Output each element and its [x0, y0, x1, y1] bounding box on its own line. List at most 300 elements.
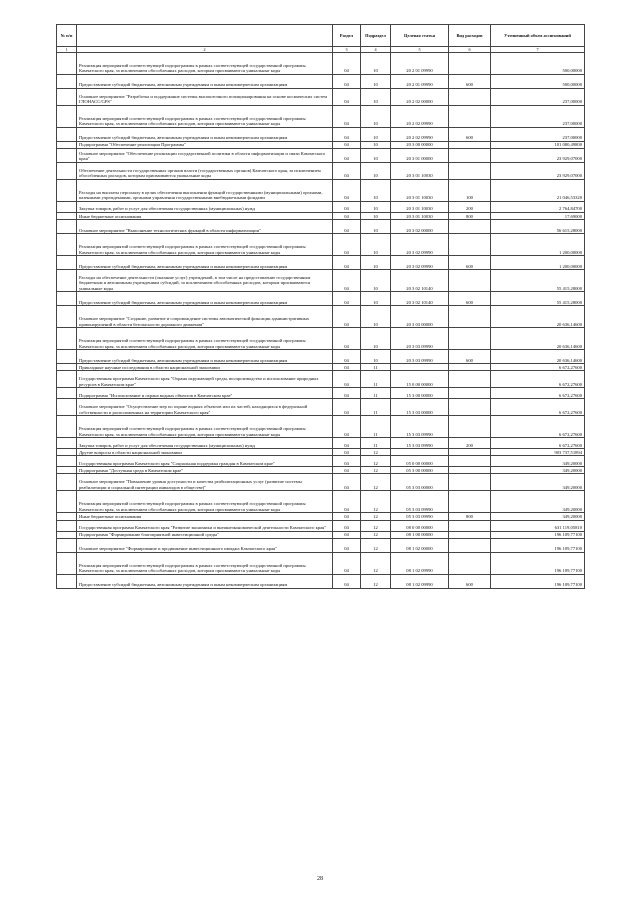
table-cell: 11	[361, 399, 391, 416]
table-cell: Государственная программа Камчатского края "Охрана окружающей среды, воспроизводство и использование природных ресурсов в Камчатском крае"	[77, 371, 333, 388]
table-cell	[449, 234, 491, 256]
table-row	[57, 350, 585, 364]
table-cell	[57, 520, 77, 531]
table-cell: 04	[333, 328, 361, 350]
table-cell: 196 109,77100	[491, 574, 585, 588]
table-cell	[57, 163, 77, 180]
table-cell	[449, 364, 491, 371]
table-cell: 20 2 02 09990	[391, 128, 449, 142]
table-cell: 04	[333, 467, 361, 474]
table-cell: Расходы на выплаты персоналу в целях обеспечения выполнения функций государственными (муниципальными) органами, казенными учреждениями, органами управления государственными внебюджетными фондами	[77, 180, 333, 202]
column-header: Вид расходов	[449, 25, 491, 47]
table-cell: 12	[361, 456, 391, 467]
table-cell: 800	[449, 513, 491, 520]
table-cell	[449, 399, 491, 416]
table-cell: 15 0 00 00000	[391, 371, 449, 388]
table-cell	[449, 371, 491, 388]
table-cell: 12	[361, 449, 391, 456]
table-cell: 10	[361, 163, 391, 180]
table-cell: 10	[361, 220, 391, 234]
table-cell	[57, 574, 77, 588]
table-cell	[57, 552, 77, 574]
table-row	[57, 256, 585, 270]
table-cell	[449, 449, 491, 456]
table-cell	[57, 75, 77, 89]
table-cell: 12	[361, 474, 391, 491]
table-cell: 04	[333, 213, 361, 220]
table-cell: 04	[333, 538, 361, 552]
column-number: 2	[77, 46, 333, 52]
table-cell: 23 929,07000	[491, 149, 585, 163]
table-row	[57, 128, 585, 142]
table-row	[57, 399, 585, 416]
table-cell: 10	[361, 180, 391, 202]
table-cell: 04	[333, 53, 361, 75]
table-cell: 04	[333, 531, 361, 538]
table-cell: 10	[361, 328, 391, 350]
table-cell: Государственная программа Камчатского края "Развитие экономики и внешнеэкономической деятельности Камчатского края"	[77, 520, 333, 531]
table-cell	[57, 142, 77, 149]
table-cell	[57, 449, 77, 456]
table-cell: 600	[449, 574, 491, 588]
table-cell	[57, 388, 77, 399]
table-cell: Государственная программа Камчатского края "Социальная поддержка граждан в Камчатском крае"	[77, 456, 333, 467]
table-row	[57, 364, 585, 371]
table-cell	[449, 416, 491, 438]
table-cell: Основное мероприятие "Разработка и поддержание системы высокоточного позиционирования на основе космических систем ГЛОНАСС/GPS"	[77, 89, 333, 106]
column-number: 6	[449, 46, 491, 52]
table-cell: 20 3 02 00000	[391, 220, 449, 234]
table-row	[57, 53, 585, 75]
table-cell	[449, 531, 491, 538]
table-cell: Предоставление субсидий бюджетным, автономным учреждениям и иным некоммерческим организациям	[77, 292, 333, 306]
table-cell: 08 1 00 00000	[391, 531, 449, 538]
table-cell: 08 1 02 00000	[391, 538, 449, 552]
table-cell	[57, 416, 77, 438]
table-cell	[57, 456, 77, 467]
table-cell: 04	[333, 89, 361, 106]
table-cell: Иные бюджетные ассигнования	[77, 213, 333, 220]
table-cell: 6 672,27600	[491, 388, 585, 399]
table-cell: 04	[333, 438, 361, 449]
table-cell: 20 636,14600	[491, 350, 585, 364]
table-cell: 20 3 01 10030	[391, 163, 449, 180]
table-cell: 12	[361, 574, 391, 588]
table-cell	[449, 328, 491, 350]
table-cell	[449, 552, 491, 574]
column-header: Уточненный объем ассигнований	[491, 25, 585, 47]
table-cell: 04	[333, 574, 361, 588]
table-cell: 349,20000	[491, 467, 585, 474]
table-cell	[449, 456, 491, 467]
table-row	[57, 328, 585, 350]
table-cell: 631 119,05810	[491, 520, 585, 531]
table-cell: 20 2 01 09990	[391, 75, 449, 89]
table-row	[57, 538, 585, 552]
table-cell: 04	[333, 520, 361, 531]
table-cell: 20 3 02 10140	[391, 270, 449, 292]
table-cell: 12	[361, 531, 391, 538]
table-body	[57, 53, 585, 589]
table-cell: Предоставление субсидий бюджетным, автономным учреждениям и иным некоммерческим организациям	[77, 574, 333, 588]
table-cell	[57, 371, 77, 388]
table-cell: 10	[361, 292, 391, 306]
table-cell: Реализация мероприятий соответствующей подпрограммы в рамках соответствующей государственной программы Камчатского края, за исключением обособленных расходов, которым присваиваются уникальные коды	[77, 106, 333, 128]
column-number: 1	[57, 46, 77, 52]
table-cell: 04	[333, 371, 361, 388]
table-cell: 10	[361, 106, 391, 128]
table-cell	[57, 220, 77, 234]
table-cell: 237,00000	[491, 89, 585, 106]
table-row	[57, 438, 585, 449]
table-cell: 04	[333, 180, 361, 202]
table-cell	[449, 149, 491, 163]
table-cell: 600	[449, 350, 491, 364]
table-row	[57, 180, 585, 202]
table-cell	[57, 53, 77, 75]
budget-table	[56, 24, 585, 589]
table-row	[57, 163, 585, 180]
table-cell: Подпрограмма "Обеспечение реализации Программы"	[77, 142, 333, 149]
table-cell: 04	[333, 399, 361, 416]
table-cell: 04	[333, 449, 361, 456]
table-cell: 55 415,28000	[491, 292, 585, 306]
table-cell	[449, 106, 491, 128]
table-row	[57, 106, 585, 128]
table-cell	[57, 513, 77, 520]
column-number: 4	[361, 46, 391, 52]
table-row	[57, 416, 585, 438]
table-cell: 04	[333, 220, 361, 234]
table-cell: 20 3 03 00000	[391, 306, 449, 328]
table-row	[57, 531, 585, 538]
table-cell: 20 2 01 09990	[391, 53, 449, 75]
table-cell: Реализация мероприятий соответствующей подпрограммы в рамках соответствующей государственной программы Камчатского края, за исключением обособленных расходов, которым присваиваются уникальные коды	[77, 328, 333, 350]
table-cell: 2 764,84700	[491, 202, 585, 213]
table-row	[57, 513, 585, 520]
column-header: № п/п	[57, 25, 77, 47]
table-cell	[57, 399, 77, 416]
table-row	[57, 292, 585, 306]
table-cell	[57, 106, 77, 128]
table-cell: 600	[449, 292, 491, 306]
table-row	[57, 456, 585, 467]
table-cell: 04	[333, 202, 361, 213]
table-cell	[391, 449, 449, 456]
table-cell	[57, 538, 77, 552]
table-cell	[449, 474, 491, 491]
table-cell	[57, 89, 77, 106]
table-cell	[57, 270, 77, 292]
table-cell: 10	[361, 213, 391, 220]
table-cell: 349,20000	[491, 474, 585, 491]
table-cell: Предоставление субсидий бюджетным, автономным учреждениям и иным некоммерческим организациям	[77, 350, 333, 364]
table-cell: 10	[361, 75, 391, 89]
table-cell: 1 200,00000	[491, 234, 585, 256]
table-cell	[57, 213, 77, 220]
table-row	[57, 202, 585, 213]
table-cell: 20 3 01 10030	[391, 213, 449, 220]
table-cell	[391, 364, 449, 371]
table-cell: 10	[361, 306, 391, 328]
table-cell: 349,20000	[491, 513, 585, 520]
table-cell: 600	[449, 128, 491, 142]
table-cell: 100	[449, 180, 491, 202]
table-cell	[449, 142, 491, 149]
table-cell: 08 1 02 09990	[391, 574, 449, 588]
table-cell: Подпрограмма "Формирование благоприятной инвестиционной среды"	[77, 531, 333, 538]
table-cell: 800	[449, 213, 491, 220]
table-cell: Другие вопросы в области национальной экономики	[77, 449, 333, 456]
table-cell: 04	[333, 350, 361, 364]
table-cell: 04	[333, 474, 361, 491]
column-header: Целевая статья	[391, 25, 449, 47]
table-cell: 11	[361, 388, 391, 399]
table-cell: 15 3 03 09990	[391, 416, 449, 438]
table-cell	[449, 220, 491, 234]
table-cell	[449, 467, 491, 474]
table-cell	[57, 256, 77, 270]
table-row	[57, 142, 585, 149]
table-cell	[57, 149, 77, 163]
table-cell: 05 3 00 00000	[391, 467, 449, 474]
table-cell: 1 200,00000	[491, 256, 585, 270]
table-cell: 20 3 02 09990	[391, 234, 449, 256]
table-cell: 6 672,27600	[491, 438, 585, 449]
table-cell: 6 672,27600	[491, 416, 585, 438]
table-cell: 04	[333, 513, 361, 520]
table-cell: Обеспечение деятельности государственных органов власти (государственных органов) Камчатского края, за исключением обособленных расходов, которым присваиваются уникальные коды	[77, 163, 333, 180]
column-header: Раздел	[333, 25, 361, 47]
table-row	[57, 491, 585, 513]
table-cell: 04	[333, 552, 361, 574]
table-cell: Основное мероприятие "Обеспечение реализации государственной политики в области информатизации и связи Камчатского края"	[77, 149, 333, 163]
table-cell: 349,20000	[491, 456, 585, 467]
table-cell: 10	[361, 53, 391, 75]
table-cell	[57, 292, 77, 306]
table-cell	[57, 202, 77, 213]
table-cell: Предоставление субсидий бюджетным, автономным учреждениям и иным некоммерческим организациям	[77, 128, 333, 142]
table-cell: Прикладные научные исследования в области национальной экономики	[77, 364, 333, 371]
table-cell: 55 415,28000	[491, 270, 585, 292]
table-cell: 20 3 02 09990	[391, 256, 449, 270]
table-cell: 196 109,77100	[491, 531, 585, 538]
table-cell: Реализация мероприятий соответствующей подпрограммы в рамках соответствующей государственной программы Камчатского края, за исключением обособленных расходов, которым присваиваются уникальные коды	[77, 416, 333, 438]
table-cell: 08 1 02 09990	[391, 552, 449, 574]
table-cell	[57, 364, 77, 371]
table-cell: 10	[361, 142, 391, 149]
table-cell: 04	[333, 256, 361, 270]
table-cell: Реализация мероприятий соответствующей подпрограммы в рамках соответствующей государственной программы Камчатского края, за исключением обособленных расходов, которым присваиваются уникальные коды	[77, 234, 333, 256]
table-cell: Закупка товаров, работ и услуг для обеспечения государственных (муниципальных) нужд	[77, 202, 333, 213]
table-cell: 12	[361, 520, 391, 531]
table-cell: 05 3 03 09990	[391, 513, 449, 520]
table-cell: 600	[449, 75, 491, 89]
table-cell: Реализация мероприятий соответствующей подпрограммы в рамках соответствующей государственной программы Камчатского края, за исключением обособленных расходов, которым присваиваются уникальные коды	[77, 552, 333, 574]
budget-document	[56, 24, 584, 589]
table-cell	[57, 306, 77, 328]
table-cell: 17,69000	[491, 213, 585, 220]
table-cell: 05 0 00 00000	[391, 456, 449, 467]
table-cell: 20 636,14600	[491, 306, 585, 328]
table-cell: 20 3 01 10030	[391, 202, 449, 213]
table-cell: 21 046,53320	[491, 180, 585, 202]
table-row	[57, 213, 585, 220]
table-cell: 23 929,07000	[491, 163, 585, 180]
table-cell: 11	[361, 364, 391, 371]
table-cell: Основное мероприятие "Создание, развитие и сопровождение системы автоматической фиксации административных правонарушений в области безопасности дорожного движения"	[77, 306, 333, 328]
table-cell	[57, 128, 77, 142]
table-cell	[449, 163, 491, 180]
table-cell: 04	[333, 106, 361, 128]
table-row	[57, 306, 585, 328]
table-cell: 237,00000	[491, 106, 585, 128]
table-row	[57, 474, 585, 491]
table-row	[57, 449, 585, 456]
table-cell: 05 3 03 00000	[391, 474, 449, 491]
table-cell: Расходы на обеспечение деятельности (оказание услуг) учреждений, в том числе на предоставление государственным бюджетным и автономным учреждениям субсидий, за исключением обособленных расходов, которым присваиваются уникальные коды	[77, 270, 333, 292]
column-header: Подраздел	[361, 25, 391, 47]
table-cell: 56 615,28000	[491, 220, 585, 234]
table-cell: 101 080,49800	[491, 142, 585, 149]
table-cell: 20 3 02 10140	[391, 292, 449, 306]
table-cell: Основное мероприятие "Выполнение технологических функций в области информатизации"	[77, 220, 333, 234]
table-cell: 04	[333, 270, 361, 292]
table-cell: 11	[361, 416, 391, 438]
table-cell: Основное мероприятие "Осуществление мер по охране водных объектов или их частей, находящихся в федеральной собственности и расположенных на территории Камчатского края"	[77, 399, 333, 416]
table-cell: Предоставление субсидий бюджетным, автономным учреждениям и иным некоммерческим организациям	[77, 75, 333, 89]
table-cell: 12	[361, 538, 391, 552]
table-cell: 04	[333, 163, 361, 180]
table-cell: 20 2 02 09990	[391, 106, 449, 128]
table-cell: 04	[333, 388, 361, 399]
table-cell: 04	[333, 128, 361, 142]
table-row	[57, 388, 585, 399]
page-number: 28	[317, 876, 323, 882]
column-header	[77, 25, 333, 47]
table-cell: 20 2 02 00000	[391, 89, 449, 106]
table-row	[57, 234, 585, 256]
table-cell: 15 3 03 00000	[391, 399, 449, 416]
table-row	[57, 220, 585, 234]
table-cell: 10	[361, 270, 391, 292]
table-row	[57, 467, 585, 474]
table-cell: 15 3 03 09990	[391, 438, 449, 449]
table-row	[57, 270, 585, 292]
table-cell: 12	[361, 491, 391, 513]
table-cell: 12	[361, 552, 391, 574]
table-cell: 196 109,77100	[491, 552, 585, 574]
table-cell: 10	[361, 350, 391, 364]
table-row	[57, 89, 585, 106]
table-cell: 10	[361, 128, 391, 142]
table-row	[57, 574, 585, 588]
table-cell	[449, 89, 491, 106]
table-cell: Подпрограмма "Использование и охрана водных объектов в Камчатском крае"	[77, 388, 333, 399]
table-cell: 6 672,27600	[491, 371, 585, 388]
table-cell: 04	[333, 416, 361, 438]
table-cell: 15 3 00 00000	[391, 388, 449, 399]
table-cell	[449, 520, 491, 531]
table-cell	[57, 328, 77, 350]
table-cell: 10	[361, 89, 391, 106]
column-number: 5	[391, 46, 449, 52]
table-cell	[449, 306, 491, 328]
table-cell: Подпрограмма "Доступная среда в Камчатском крае"	[77, 467, 333, 474]
table-cell: 20 3 01 00000	[391, 149, 449, 163]
table-cell: 600	[449, 256, 491, 270]
table-cell: 200	[449, 438, 491, 449]
table-cell: 500,00000	[491, 75, 585, 89]
table-cell: 12	[361, 467, 391, 474]
column-number: 3	[333, 46, 361, 52]
table-cell: 04	[333, 142, 361, 149]
table-cell: 04	[333, 75, 361, 89]
table-cell	[57, 531, 77, 538]
table-cell: Иные бюджетные ассигнования	[77, 513, 333, 520]
table-cell	[57, 474, 77, 491]
table-cell	[57, 234, 77, 256]
table-cell	[57, 180, 77, 202]
table-cell: 6 672,27600	[491, 399, 585, 416]
table-cell	[449, 53, 491, 75]
table-row	[57, 520, 585, 531]
table-row	[57, 149, 585, 163]
table-cell	[57, 350, 77, 364]
table-cell: 20 636,14600	[491, 328, 585, 350]
table-cell: 349,20000	[491, 491, 585, 513]
table-cell: Основное мероприятие "Формирование и продвижение инвестиционного имиджа Камчатского края"	[77, 538, 333, 552]
table-cell: 04	[333, 234, 361, 256]
table-cell: Реализация мероприятий соответствующей подпрограммы в рамках соответствующей государственной программы Камчатского края, за исключением обособленных расходов, которым присваиваются уникальные коды	[77, 491, 333, 513]
table-cell: 20 3 03 09990	[391, 350, 449, 364]
table-row	[57, 75, 585, 89]
table-cell: 04	[333, 491, 361, 513]
table-cell: Предоставление субсидий бюджетным, автономным учреждениям и иным некоммерческим организациям	[77, 256, 333, 270]
table-cell: 04	[333, 456, 361, 467]
table-cell: 04	[333, 306, 361, 328]
table-cell: Закупка товаров, работ и услуг для обеспечения государственных (муниципальных) нужд	[77, 438, 333, 449]
table-cell: 05 3 03 09990	[391, 491, 449, 513]
table-cell: 20 3 00 00000	[391, 142, 449, 149]
table-cell: 10	[361, 202, 391, 213]
table-cell: 6 672,27600	[491, 364, 585, 371]
table-cell: 04	[333, 149, 361, 163]
table-cell: Основное мероприятие "Повышение уровня доступности и качества реабилитационных услуг (развитие системы реабилитации и социальной интеграции инвалидов в обществе)"	[77, 474, 333, 491]
table-cell	[449, 491, 491, 513]
column-number: 7	[491, 46, 585, 52]
table-cell: 903 737,51894	[491, 449, 585, 456]
table-cell: 11	[361, 371, 391, 388]
table-cell: Реализация мероприятий соответствующей подпрограммы в рамках соответствующей государственной программы Камчатского края, за исключением обособленных расходов, которым присваиваются уникальные коды	[77, 53, 333, 75]
table-cell: 12	[361, 513, 391, 520]
table-cell	[449, 538, 491, 552]
table-cell: 200	[449, 202, 491, 213]
table-cell: 237,00000	[491, 128, 585, 142]
table-cell	[449, 270, 491, 292]
table-row	[57, 552, 585, 574]
table-cell: 11	[361, 438, 391, 449]
table-row	[57, 371, 585, 388]
table-cell: 10	[361, 256, 391, 270]
table-cell	[57, 438, 77, 449]
table-cell	[57, 467, 77, 474]
table-cell: 10	[361, 234, 391, 256]
table-cell	[449, 388, 491, 399]
table-cell: 196 109,77100	[491, 538, 585, 552]
table-cell: 500,00000	[491, 53, 585, 75]
table-cell: 04	[333, 292, 361, 306]
